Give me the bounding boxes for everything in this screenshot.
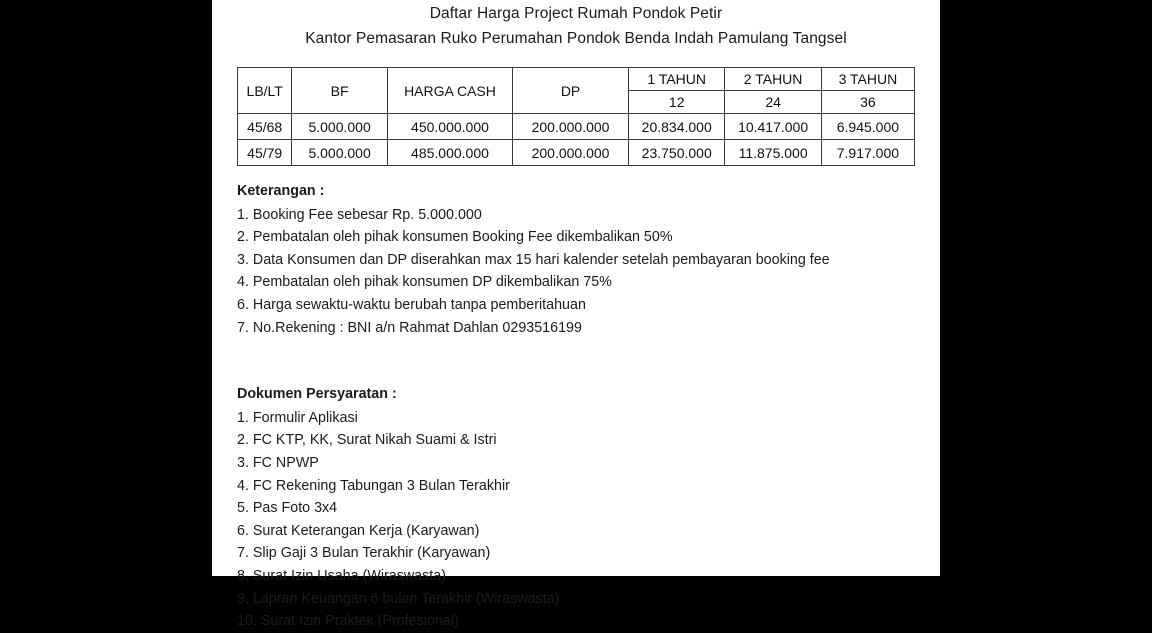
cell-bf: 5.000.000 xyxy=(292,140,387,166)
price-table xyxy=(237,67,915,166)
document-title-block xyxy=(212,0,940,51)
list-item: 7. Slip Gaji 3 Bulan Terakhir (Karyawan) xyxy=(237,545,491,562)
list-item: 3. FC NPWP xyxy=(237,454,319,471)
list-item: 7. No.Rekening : BNI a/n Rahmat Dahlan 0293516199 xyxy=(237,319,582,336)
dokumen-heading: Dokumen Persyaratan : xyxy=(237,386,397,403)
list-item: 9. Lapran Keuangan 6 bulan Terakhir (Wiraswasta) xyxy=(237,590,560,607)
cell-harga-cash: 485.000.000 xyxy=(387,140,512,166)
document-page xyxy=(212,0,940,630)
list-item: 10. Surat Izin Praktek (Profesional) xyxy=(237,613,459,630)
table-row xyxy=(238,140,915,166)
header-tenor-2: 2 TAHUN xyxy=(725,68,821,91)
header-harga-cash: HARGA CASH xyxy=(387,68,512,114)
page-title: Daftar Harga Project Rumah Pondok Petir xyxy=(429,5,723,22)
list-item: 2. FC KTP, KK, Surat Nikah Suami & Istri xyxy=(237,432,497,449)
cell-dp: 200.000.000 xyxy=(513,140,629,166)
header-dp: DP xyxy=(513,68,629,114)
list-item: 3. Data Konsumen dan DP diserahkan max 15 hari kalender setelah pembayaran booking fee xyxy=(237,251,830,268)
list-item: 6. Harga sewaktu-waktu berubah tanpa pemberitahuan xyxy=(237,296,586,313)
header-tenor-1: 1 TAHUN xyxy=(629,68,725,91)
list-item: 6. Surat Keterangan Kerja (Karyawan) xyxy=(237,522,480,539)
table-header-row-1 xyxy=(238,68,915,91)
list-item: 1. Formulir Aplikasi xyxy=(237,409,358,426)
header-months-1: 12 xyxy=(629,91,725,114)
cell-lb-lt: 45/68 xyxy=(238,114,292,140)
header-lb-lt: LB/LT xyxy=(238,68,292,114)
cell-bf: 5.000.000 xyxy=(292,114,387,140)
header-tenor-3: 3 TAHUN xyxy=(821,68,914,91)
keterangan-heading: Keterangan : xyxy=(237,183,325,199)
header-months-2: 24 xyxy=(725,91,821,114)
list-item: 4. FC Rekening Tabungan 3 Bulan Terakhir xyxy=(237,477,510,494)
list-item: 4. Pembatalan oleh pihak konsumen DP dikembalikan 75% xyxy=(237,274,612,291)
cell-tenor-1: 23.750.000 xyxy=(629,140,725,166)
cell-tenor-3: 7.917.000 xyxy=(821,140,914,166)
cell-dp: 200.000.000 xyxy=(513,114,629,140)
cell-tenor-2: 10.417.000 xyxy=(725,114,821,140)
list-item: 8. Surat Izin Usaha (Wiraswasta) xyxy=(237,567,446,584)
table-row xyxy=(238,114,915,140)
cell-lb-lt: 45/79 xyxy=(238,140,292,166)
keterangan-section xyxy=(237,180,915,339)
list-item: 5. Pas Foto 3x4 xyxy=(237,500,338,517)
list-item: 2. Pembatalan oleh pihak konsumen Booking Fee dikembalikan 50% xyxy=(237,229,673,246)
header-months-3: 36 xyxy=(821,91,914,114)
section-spacer xyxy=(212,339,940,369)
cell-tenor-1: 20.834.000 xyxy=(629,114,725,140)
price-table-container xyxy=(237,67,915,166)
cell-tenor-2: 11.875.000 xyxy=(725,140,821,166)
cell-tenor-3: 6.945.000 xyxy=(821,114,914,140)
header-bf: BF xyxy=(292,68,387,114)
page-subtitle: Kantor Pemasaran Ruko Perumahan Pondok Benda Indah Pamulang Tangsel xyxy=(305,30,847,47)
list-item: 1. Booking Fee sebesar Rp. 5.000.000 xyxy=(237,206,482,223)
dokumen-persyaratan-section xyxy=(237,383,915,633)
cell-harga-cash: 450.000.000 xyxy=(387,114,512,140)
